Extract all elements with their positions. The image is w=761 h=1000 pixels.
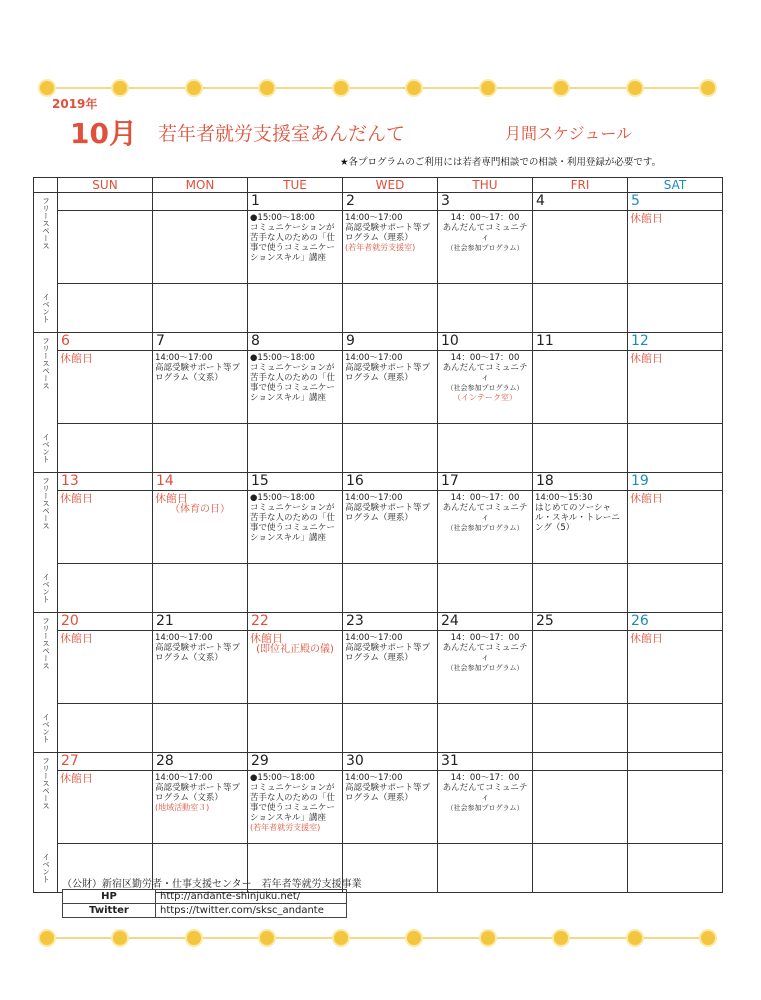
schedule-title: 月間スケジュール (505, 124, 633, 143)
free-space-cell (343, 351, 438, 424)
free-space-label: フリースペース (41, 197, 51, 250)
date-row (34, 753, 723, 771)
flower-icon (260, 931, 274, 945)
program-text: 14:00～17:00 高認受験サポート等プログラム（文系） (155, 773, 241, 803)
date-cell: 14 (153, 473, 248, 491)
event-label: イベント (41, 852, 51, 883)
free-space-cell (153, 491, 248, 564)
day-header-thu: THU (438, 178, 533, 193)
free-space-cell (628, 491, 723, 564)
program-text: 休館日 (630, 492, 663, 505)
date-row (34, 333, 723, 351)
event-cell (533, 564, 628, 613)
date-cell: 9 (343, 333, 438, 351)
flower-icon (334, 931, 348, 945)
corner-cell (34, 178, 58, 193)
row-label (34, 613, 58, 753)
event-cell (533, 284, 628, 333)
program-tag: （社会参加プログラム） (446, 524, 524, 532)
program-text: ●15:00～18:00 コミュニケーションが苦手な人のための「仕事で使うコミュニケーションスキル」講座 (250, 493, 336, 543)
flower-icon (187, 81, 201, 95)
event-cell (438, 284, 533, 333)
flower-icon (407, 81, 421, 95)
free-space-cell (438, 211, 533, 284)
day-header-wed: WED (343, 178, 438, 193)
program-text: ●15:00～18:00 コミュニケーションが苦手な人のための「仕事で使うコミュニケーションスキル」講座 (250, 353, 336, 403)
event-cell (533, 844, 628, 893)
hp-label: HP (63, 890, 156, 904)
event-cell (343, 704, 438, 753)
free-space-cell (58, 491, 153, 564)
date-cell: 23 (343, 613, 438, 631)
program-tag: (地域活動室３) (155, 803, 210, 812)
event-cell (628, 704, 723, 753)
usage-note: ★各プログラムのご利用には若者専門相談での相談・利用登録が必要です。 (340, 157, 662, 168)
calendar-table (33, 177, 723, 893)
date-cell: 8 (248, 333, 343, 351)
date-cell: 25 (533, 613, 628, 631)
hp-link[interactable]: http://andante-shinjuku.net/ (156, 890, 347, 904)
date-cell: 22 (248, 613, 343, 631)
event-cell (438, 424, 533, 473)
program-tag: (即位礼正殿の儀) (256, 644, 334, 655)
day-header-sun: SUN (58, 178, 153, 193)
flower-icon (481, 81, 495, 95)
program-text: 休館日 (250, 632, 283, 645)
date-cell: 20 (58, 613, 153, 631)
free-space-cell (438, 351, 533, 424)
program-tag: （体育の日） (170, 504, 230, 515)
free-space-cell (153, 351, 248, 424)
free-space-cell (533, 351, 628, 424)
event-row (34, 284, 723, 333)
program-text: 14:00～17:00 高認受験サポート等プログラム（理系） (345, 773, 431, 803)
free-space-row (34, 491, 723, 564)
program-text: 14:00～17:00 高認受験サポート等プログラム（文系） (155, 353, 241, 383)
event-cell (533, 704, 628, 753)
free-space-cell (248, 351, 343, 424)
program-tag: (若年者就労支援室) (345, 243, 416, 252)
flower-icon (701, 931, 715, 945)
flower-icon (481, 931, 495, 945)
free-space-cell (248, 211, 343, 284)
event-label: イベント (41, 292, 51, 323)
date-cell: 1 (248, 193, 343, 211)
program-text: 休館日 (155, 492, 188, 505)
free-space-label: フリースペース (41, 757, 51, 810)
event-cell (438, 844, 533, 893)
date-cell: 11 (533, 333, 628, 351)
date-cell: 5 (628, 193, 723, 211)
program-text: ●15:00～18:00 コミュニケーションが苦手な人のための「仕事で使うコミュニケーションスキル」講座 (250, 773, 336, 823)
program-text: 14：00～17：00 あんだんてコミュニティ (442, 353, 528, 383)
weekday-header (34, 178, 723, 193)
program-text: 14:00～15:30 はじめてのソーシャル・スキル・トレーニング（5） (535, 493, 620, 533)
day-header-fri: FRI (533, 178, 628, 193)
event-label: イベント (41, 572, 51, 603)
program-text: 休館日 (630, 212, 663, 225)
event-cell (153, 284, 248, 333)
row-label (34, 333, 58, 473)
event-cell (438, 704, 533, 753)
free-space-cell (343, 771, 438, 844)
program-text: 休館日 (630, 632, 663, 645)
date-cell: 2 (343, 193, 438, 211)
row-label (34, 193, 58, 333)
twitter-label: Twitter (63, 904, 156, 918)
event-label: イベント (41, 712, 51, 743)
free-space-cell (533, 491, 628, 564)
date-cell: 7 (153, 333, 248, 351)
flower-icon (407, 931, 421, 945)
program-text: 休館日 (60, 772, 93, 785)
event-cell (153, 704, 248, 753)
program-text: 14：00～17：00 あんだんてコミュニティ (442, 213, 528, 243)
free-space-row (34, 771, 723, 844)
flower-icon (113, 931, 127, 945)
date-cell (533, 753, 628, 771)
event-row (34, 564, 723, 613)
date-cell (153, 193, 248, 211)
free-space-cell (58, 211, 153, 284)
event-cell (153, 564, 248, 613)
program-text: 14:00～17:00 高認受験サポート等プログラム（理系） (345, 213, 431, 243)
free-space-cell (343, 211, 438, 284)
free-space-cell (58, 631, 153, 704)
date-cell: 3 (438, 193, 533, 211)
program-tag: (若年者就労支援室) (250, 823, 321, 832)
event-cell (343, 564, 438, 613)
free-space-cell (153, 771, 248, 844)
date-cell: 31 (438, 753, 533, 771)
free-space-row (34, 211, 723, 284)
date-cell: 19 (628, 473, 723, 491)
event-row (34, 424, 723, 473)
free-space-cell (533, 631, 628, 704)
links-table (62, 889, 347, 918)
event-cell (438, 564, 533, 613)
free-space-cell (58, 351, 153, 424)
date-cell: 16 (343, 473, 438, 491)
flower-icon (554, 931, 568, 945)
flower-icon (334, 81, 348, 95)
date-cell (58, 193, 153, 211)
event-row (34, 704, 723, 753)
program-text: ●15:00～18:00 コミュニケーションが苦手な人のための「仕事で使うコミュニケーションスキル」講座 (250, 213, 336, 263)
program-tag: （社会参加プログラム） (446, 244, 524, 252)
event-cell (343, 284, 438, 333)
flower-icon (260, 81, 274, 95)
free-space-label: フリースペース (41, 477, 51, 530)
free-space-cell (248, 491, 343, 564)
program-text: 休館日 (60, 492, 93, 505)
row-label (34, 473, 58, 613)
free-space-cell (58, 771, 153, 844)
event-cell (58, 564, 153, 613)
date-cell: 21 (153, 613, 248, 631)
footer-organization: （公財）新宿区勤労者・仕事支援センター 若年者等就労支援事業 (62, 879, 362, 890)
free-space-row (34, 351, 723, 424)
date-cell: 17 (438, 473, 533, 491)
program-text: 休館日 (60, 632, 93, 645)
free-space-cell (628, 631, 723, 704)
program-text: 14:00～17:00 高認受験サポート等プログラム（文系） (155, 633, 241, 663)
bottom-flower-border (40, 930, 715, 946)
program-text: 14:00～17:00 高認受験サポート等プログラム（理系） (345, 493, 431, 523)
date-cell: 26 (628, 613, 723, 631)
row-label (34, 753, 58, 893)
date-cell: 15 (248, 473, 343, 491)
event-cell (533, 424, 628, 473)
event-cell (628, 424, 723, 473)
program-text: 14:00～17:00 高認受験サポート等プログラム（理系） (345, 353, 431, 383)
free-space-cell (343, 491, 438, 564)
event-cell (58, 424, 153, 473)
date-row (34, 193, 723, 211)
day-header-tue: TUE (248, 178, 343, 193)
event-cell (628, 564, 723, 613)
date-cell: 10 (438, 333, 533, 351)
flower-icon (628, 81, 642, 95)
program-text: 14：00～17：00 あんだんてコミュニティ (442, 633, 528, 663)
program-text: 休館日 (630, 352, 663, 365)
program-text: 14：00～17：00 あんだんてコミュニティ (442, 773, 528, 803)
flower-icon (187, 931, 201, 945)
program-tag: （社会参加プログラム） (446, 384, 524, 392)
date-cell: 30 (343, 753, 438, 771)
date-cell (628, 753, 723, 771)
event-cell (153, 424, 248, 473)
event-cell (343, 424, 438, 473)
event-cell (248, 704, 343, 753)
free-space-cell (248, 771, 343, 844)
program-text: 休館日 (60, 352, 93, 365)
date-row (34, 473, 723, 491)
free-space-label: フリースペース (41, 617, 51, 670)
date-cell: 6 (58, 333, 153, 351)
month-label: 10月 (70, 117, 137, 150)
flower-icon (40, 931, 54, 945)
flower-icon (554, 81, 568, 95)
event-cell (628, 844, 723, 893)
date-cell: 28 (153, 753, 248, 771)
free-space-row (34, 631, 723, 704)
flower-icon (40, 81, 54, 95)
program-text: 14：00～17：00 あんだんてコミュニティ (442, 493, 528, 523)
event-cell (628, 284, 723, 333)
date-cell: 27 (58, 753, 153, 771)
free-space-cell (438, 771, 533, 844)
flower-icon (628, 931, 642, 945)
date-cell: 4 (533, 193, 628, 211)
free-space-cell (153, 211, 248, 284)
event-cell (58, 284, 153, 333)
free-space-cell (153, 631, 248, 704)
date-cell: 24 (438, 613, 533, 631)
event-cell (248, 564, 343, 613)
free-space-cell (248, 631, 343, 704)
event-cell (58, 704, 153, 753)
event-cell (248, 424, 343, 473)
year-label: 2019年 (52, 97, 98, 111)
date-row (34, 613, 723, 631)
free-space-cell (533, 771, 628, 844)
free-space-cell (628, 351, 723, 424)
date-cell: 29 (248, 753, 343, 771)
flower-icon (701, 81, 715, 95)
flower-icon (113, 81, 127, 95)
free-space-cell (343, 631, 438, 704)
free-space-cell (438, 631, 533, 704)
free-space-cell (628, 771, 723, 844)
organization-title: 若年者就労支援室あんだんて (158, 123, 406, 145)
room-tag: （インテーク室） (453, 393, 517, 402)
free-space-label: フリースペース (41, 337, 51, 390)
top-flower-border (40, 80, 715, 96)
day-header-sat: SAT (628, 178, 723, 193)
date-cell: 18 (533, 473, 628, 491)
date-cell: 12 (628, 333, 723, 351)
event-cell (248, 284, 343, 333)
program-text: 14:00～17:00 高認受験サポート等プログラム（理系） (345, 633, 431, 663)
day-header-mon: MON (153, 178, 248, 193)
free-space-cell (438, 491, 533, 564)
program-tag: （社会参加プログラム） (446, 804, 524, 812)
event-label: イベント (41, 432, 51, 463)
twitter-link[interactable]: https://twitter.com/sksc_andante (156, 904, 347, 918)
program-tag: （社会参加プログラム） (446, 664, 524, 672)
free-space-cell (533, 211, 628, 284)
free-space-cell (628, 211, 723, 284)
date-cell: 13 (58, 473, 153, 491)
